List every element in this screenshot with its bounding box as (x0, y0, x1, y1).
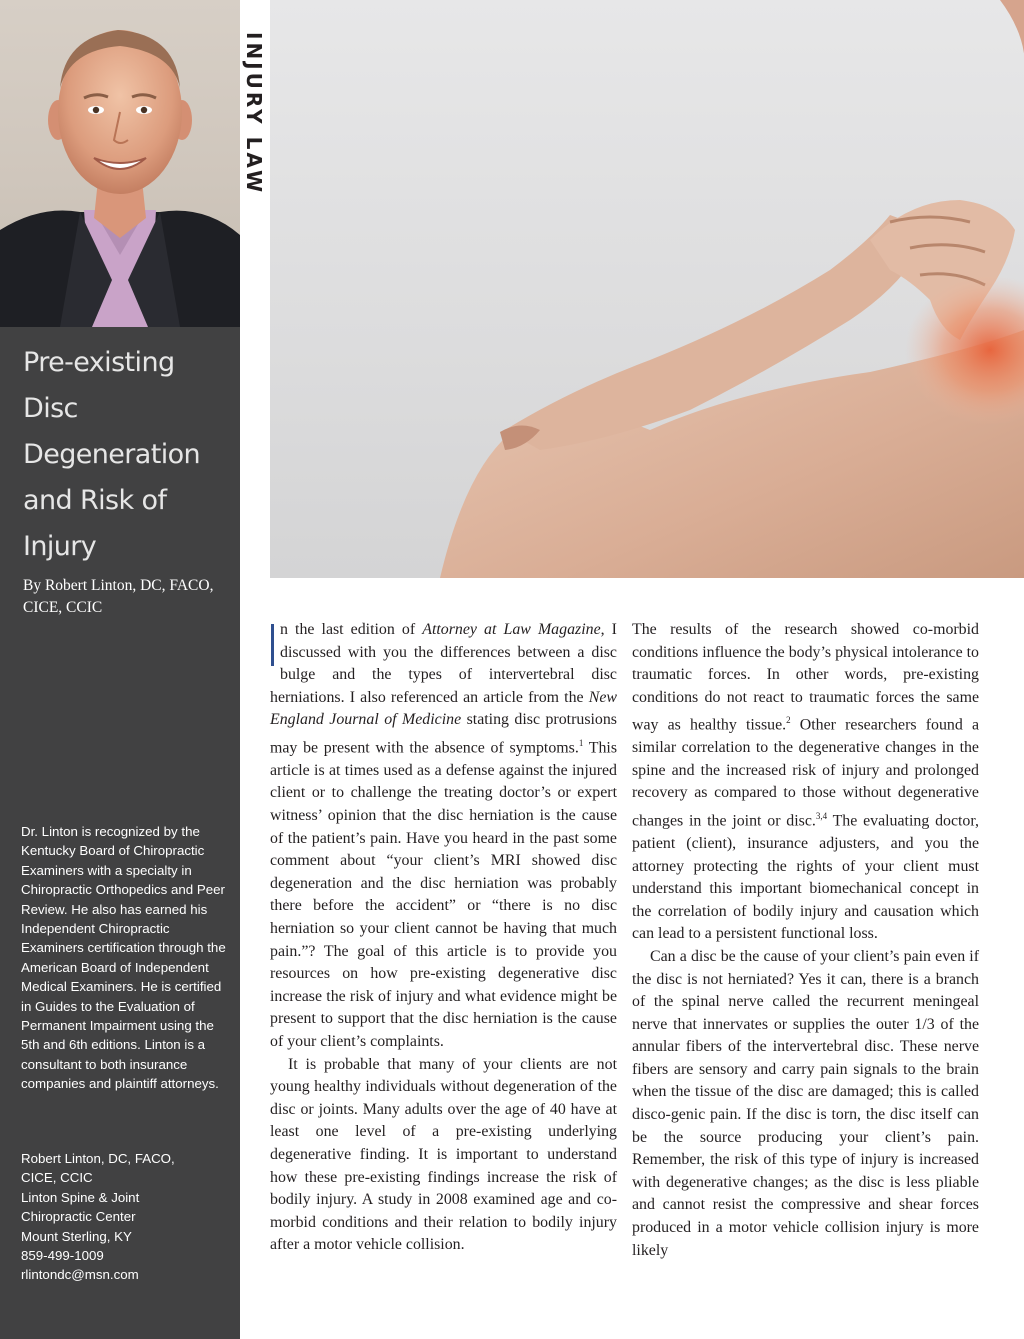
magazine-name: Attorney at Law Magazine (422, 621, 601, 638)
article-paragraph: It is probable that many of your clients are not young healthy individuals without degeneration of the disc or joints. Many adults over the age of 40 have at least one level of a pre-existing underlying degenerative finding. It is important to understand how these pre-existing findings increase the risk of bodily injury. A study in 2008 examined age and co-morbid conditions and their relation to bodily injury after a motor vehicle collision. (270, 1055, 617, 1254)
journal-name: New England Journal of Medicine (270, 688, 617, 729)
sidebar (0, 0, 240, 1339)
byline: By Robert Linton, DC, FACO, CICE, CCIC (23, 577, 214, 616)
contact-org: Chiropractic Center (21, 1209, 136, 1225)
contact-phone: 859-499-1009 (21, 1248, 104, 1264)
drop-cap-bar (271, 624, 274, 666)
article-column-right (632, 619, 979, 1262)
text-run: The evaluating doctor, patient (client), insurance adjusters, and you the attorney protecting the rights of your client must understand this important biomechanical concept in the correlation of bodily injury and causation which can lead to a persistent functional loss. (632, 812, 979, 943)
text-run: The results of the research showed co-morbid conditions influence the body’s physical intolerance to traumatic forces. In other words, pre-existing conditions do not react to traumatic forces the same way as healthy tissue. (632, 621, 979, 734)
contact-org: Linton Spine & Joint (21, 1189, 140, 1205)
text-run: This article is at times used as a defense against the injured client or to challenge the treating doctor’s or expert witness’ opinion that the disc herniation is the cause of the patient’s pain. Have you heard in the past some comment about “your client’s MRI showed disc degeneration and the disc herniation was probably there before the accident” or “there is no disc herniation so your client cannot be having that much pain.”? The goal of this article is to provide you resources on how pre-existing degenerative disc increase the risk of injury and what evidence might be present to support that the disc herniation is the cause of your client’s complaints. (270, 739, 617, 1050)
text-run: stating disc protrusions may be present with the absence of symptoms. (270, 711, 617, 757)
text-run: Other researchers found a similar correlation to the degenerative changes in the spine and the increased risk of injury and prolonged recovery as compared to those without degenerative changes in the joint or disc. (632, 716, 979, 830)
contact-name: Robert Linton, DC, FACO, (21, 1151, 175, 1166)
footnote-ref: 2 (786, 715, 791, 726)
article-title (23, 340, 233, 570)
text-run: n the last edition of (280, 621, 423, 638)
title-line: Degeneration (23, 439, 201, 470)
article-paragraph (270, 619, 617, 1054)
title-line: Disc (23, 393, 78, 424)
text-run: , I discussed with you the differences between a disc bulge and the types of intervertebral disc herniations. I also referenced an article from the (270, 621, 617, 706)
title-line: Injury (23, 531, 97, 562)
title-line: and Risk of (23, 485, 167, 516)
contact-city: Mount Sterling, KY (21, 1228, 132, 1244)
section-tag-label: INJURY LAW (242, 32, 266, 195)
title-line: Pre-existing (23, 347, 175, 378)
author-bio: Dr. Linton is recognized by the Kentucky Board of Chiropractic Examiners with a specialty in Chiropractic Orthopedics and Peer Review. He also has earned his Independent Chiropractic Examiners certification through the American Board of Independent Medical Examiners. He is certified in Guides to the Evaluation of Permanent Impairment using the 5th and 6th editions. Linton is a consultant to both insurance companies and plaintiff attorneys. (21, 824, 226, 1092)
footnote-ref: 1 (578, 737, 584, 748)
contact-email[interactable]: rlintondc@msn.com (21, 1267, 139, 1283)
author-contact (21, 1149, 233, 1285)
contact-credentials: CICE, CCIC (21, 1170, 93, 1186)
author-portrait (0, 0, 240, 327)
article-paragraph (632, 619, 979, 946)
article-column-left (270, 619, 617, 1257)
shoulder-pain-photo (270, 0, 1024, 578)
footnote-ref: 3,4 (815, 811, 828, 822)
article-paragraph: Can a disc be the cause of your client’s pain even if the disc is not herniated? Yes it can, there is a branch of the spinal nerve called the recurrent meningeal nerve that innervates or supplies the outer 1/3 of the annular fibers of the intervertebral disc. These nerve fibers are sensory and carry pain signals to the brain when the tissue of the disc are damaged; this is called disco-genic pain. If the disc is torn, the disc itself can be the source producing your client’s pain. Remember, the risk of this type of injury is increased with degenerative changes; as the disc is less pliable and cannot resist the compressive and shear forces produced in a motor vehicle collision injury is more likely (632, 947, 979, 1259)
